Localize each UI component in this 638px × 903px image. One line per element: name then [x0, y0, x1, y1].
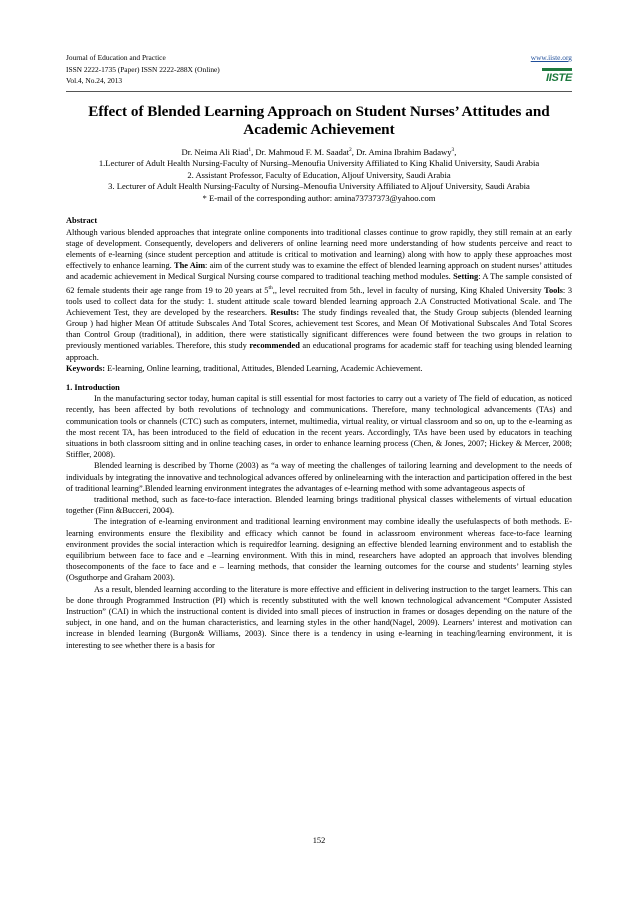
intro-paragraph-1: In the manufacturing sector today, human capital is still essential for most factories to carry out a variety of The field of education, as noticed recently, has been affected by both revolutions of technology and communications. Therefore, many technological advancements (TAs) and communication tools or channels (CTC) such as computers, internet, multimedia, virtual reality, or virtual classroom and so on, up to the e-learning as the most recent TA, has been introduced to the field of education in the recent years. Accordingly, TAs have been used by educators in teaching situations in both classroom sitting and in online teaching cases, in order to enhance learning process (Chen, & Jones, 2007; Hickey & Mercer, 2008; Stiffler, 2008).: [66, 394, 572, 460]
intro-paragraph-5: As a result, blended learning according to the literature is more effective and efficient in delivering instruction to the target learners. This can be done through Programmed Instruction (PI) which is recently substituted with the well known technological advancement “Computer Assisted Instruction” (CAI) in which the instructional content is divided into small pieces of instruction in frames or dosages depending on the nature of the subject, in one hand, and on the human characteristics, and learning styles in the other hand(Nagel, 2009). Learners’ interest and motivation can increase in blended learning (Burgon& Williams, 2003). Since there is a tendency in using e-learning in teaching/learning environment, it is interesting to see whether there is a basis for: [66, 584, 572, 650]
abstract-part-3b: ,, level recruited from 5th., level in faculty of nursing, King Khaled University: [272, 285, 545, 295]
intro-paragraph-2: Blended learning is described by Thorne (2003) as “a way of meeting the challenges of tailoring learning and development to the needs of individuals by integrating the innovative and technological advances offered by onlinelearning with the interaction and participation offered in the best of traditional learning”.Blended learning environment integrates the advantages of e-learning method with some advantageous aspects of: [66, 461, 572, 493]
paper-title: Effect of Blended Learning Approach on Student Nurses’ Attitudes and Academic Achievement: [88, 102, 550, 138]
iiste-logo: [542, 68, 572, 88]
setting-label: Setting: [453, 272, 479, 282]
abstract-part-4: : 3 tools used to collect data for the study: 1. student attitude scale toward blended learning approach 2.A Constructed Motivational Scale. and The Achievement Test, they are developed by the researchers.: [66, 285, 573, 317]
author-1-mark: 1: [248, 146, 252, 153]
abstract-part-2: : aim of the current study was to examine the effect of blended learning approach on student nurses’ attitudes and academic achievement in Medical Surgical Nursing course compared to traditional teaching method modules.: [66, 261, 572, 282]
corresponding-email: * E-mail of the corresponding author: amina73737373@yahoo.com: [202, 192, 436, 203]
journal-header: [66, 0, 572, 87]
introduction-section: [66, 382, 572, 651]
keywords-text: E-learning, Online learning, traditional, Attitudes, Blended Learning, Academic Achievement.: [105, 363, 423, 373]
abstract-part-1: Although various blended approaches that integrate online components into traditional classes continue to grow rapidly, they still remain at an early stage of development. Consequently, developers and deliverers of online learning need more understanding of how students perceive and react to elements of e-learning (since student perception and attitude is critical to motivation and learning) along with how to apply these approaches most effectively to enhance learning.: [66, 227, 572, 271]
affiliation-3: 3. Lecturer of Adult Health Nursing-Faculty of Nursing–Menoufia University Affiliated to Aljouf University, Saudi Arabia: [108, 181, 530, 192]
intro-paragraph-4: The integration of e-learning environment and traditional learning environment may combine ideally the usefulaspects of both methods. E-learning environments ensure the flexibility and efficacy which cannot be found in aclassroom environment whereas face-to-face learning environment provides the social interaction which is requiredfor learning. designing an effective blended learning environment and to establish the equilibrium between face to face and e –learning environment. With this in mind, researchers have adopted an approach that involves blending thosecomponents of the face to face and e – learning methods, that consider the learning outcomes for the course and students’ learning styles (Osguthorpe and Graham 2003).: [66, 517, 572, 583]
issn-line: ISSN 2222-1735 (Paper) ISSN 2222-288X (Online): [66, 64, 220, 74]
logo-text: IISTE: [545, 72, 572, 84]
volume-line: Vol.4, No.24, 2013: [66, 76, 123, 85]
page-number: 152: [312, 836, 326, 845]
author-1: Dr. Neima Ali Riad: [181, 146, 249, 157]
abstract-part-3: : A The sample consisted of 62 female students their age range from 19 to 20 years at 5: [66, 272, 573, 295]
affiliation-2: 2. Assistant Professor, Faculty of Education, Aljouf University, Saudi Arabia: [187, 169, 451, 180]
abstract-part-6: an educational programs for academic staff for teaching using blended learning approach.: [66, 341, 572, 362]
author-3: , Dr. Amina Ibrahim Badawy: [351, 146, 452, 157]
tools-label: Tools: [544, 285, 563, 295]
keywords-line: [66, 363, 572, 374]
recommended-label: recommended: [249, 341, 300, 351]
author-line: [66, 145, 572, 158]
results-label: Results:: [270, 307, 300, 317]
author-tail: ,: [454, 146, 457, 157]
abstract-sup: th: [268, 284, 273, 291]
logo-bar: [542, 68, 572, 71]
intro-paragraph-3: traditional method, such as face-to-face interaction. Blended learning brings traditional physical classes withelements of virtual education together (Finn &Bucceri, 2004).: [66, 495, 572, 516]
aim-label: The Aim: [173, 261, 206, 271]
header-divider: [66, 91, 572, 92]
affiliation-1: 1.Lecturer of Adult Health Nursing-Faculty of Nursing–Menoufia University Affiliated to King Khalid University, Saudi Arabia: [98, 157, 540, 168]
journal-url-link[interactable]: www.iiste.org: [530, 53, 572, 62]
abstract-part-5: The study findings revealed that, the Study Group subjects (blended learning Group ) had higher Mean Of attitude Subscales And Total Scores, achievement test Scores, and Mean Of Motivational Subscales And Total Scores than Control Group (traditional), in addition, there were statistically significant differences were found between the two groups in relation to previously mentioned variables. Therefore, this study: [66, 307, 572, 351]
author-2-mark: 2: [349, 146, 352, 153]
abstract-heading: Abstract: [66, 216, 98, 226]
introduction-heading: 1. Introduction: [66, 382, 120, 392]
abstract-section: [66, 215, 572, 374]
author-3-mark: 3: [451, 146, 455, 153]
abstract-body: [66, 227, 572, 363]
journal-name: Journal of Education and Practice: [66, 53, 166, 62]
author-2: , Dr. Mahmoud F. M. Saadat: [251, 146, 350, 157]
keywords-label: Keywords:: [66, 363, 106, 373]
